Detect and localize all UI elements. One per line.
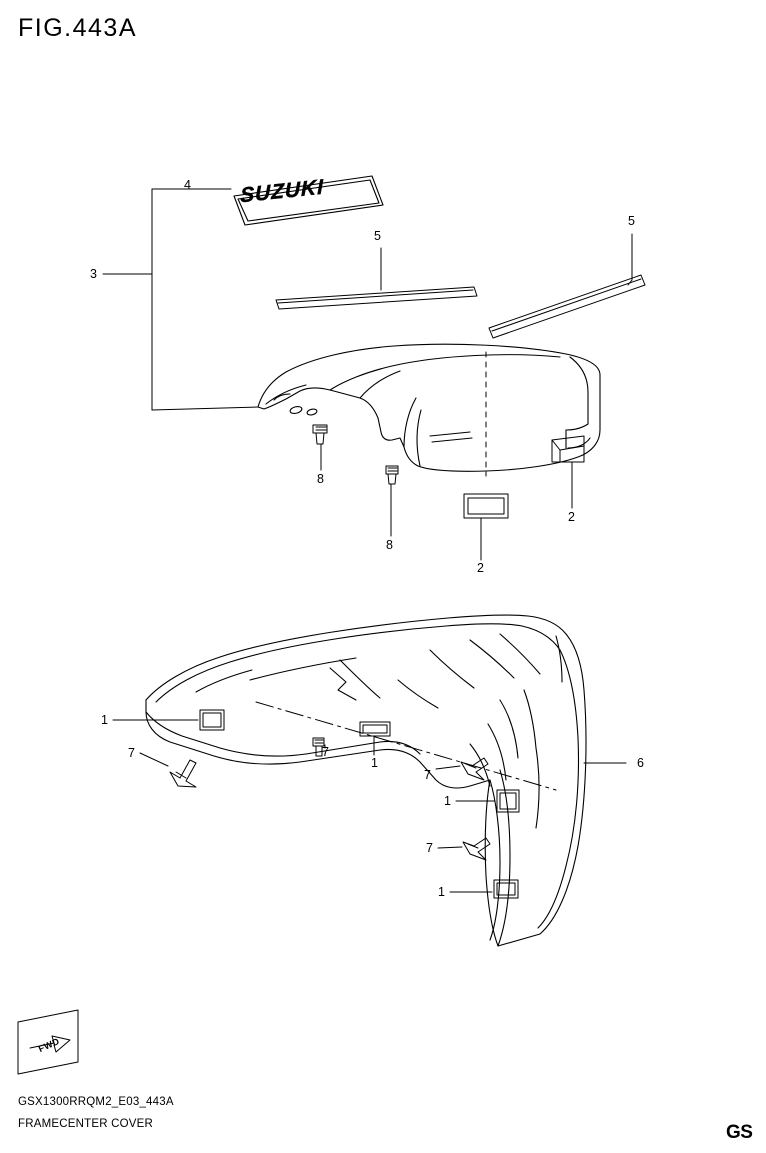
part-6-frame-cover xyxy=(146,615,586,946)
callout-7-d: 7 xyxy=(426,841,433,855)
leader-7-a xyxy=(140,753,168,766)
callout-7-b: 7 xyxy=(322,745,329,759)
callout-7-c: 7 xyxy=(424,768,431,782)
callout-5-right: 5 xyxy=(628,214,635,228)
leader-3b xyxy=(152,407,258,410)
callout-2-center: 2 xyxy=(477,561,484,575)
callout-4: 4 xyxy=(184,178,191,192)
part-5-right-strip xyxy=(489,275,645,338)
part-5-left-strip xyxy=(276,287,477,309)
corner-mark: GS xyxy=(726,1122,753,1143)
footer-figure-title: FRAMECENTER COVER xyxy=(18,1118,154,1130)
callout-6: 6 xyxy=(637,756,644,770)
callout-2-right: 2 xyxy=(568,510,575,524)
part-7-screw-d xyxy=(463,838,490,860)
callout-5-left: 5 xyxy=(374,229,381,243)
part-2-pad-center xyxy=(464,494,508,518)
part-7-screw-c xyxy=(461,758,488,780)
part-7-screw-a xyxy=(170,760,196,787)
leader-7-c xyxy=(436,766,460,769)
emblem-text: SUZUKI xyxy=(240,175,324,208)
leader-7-d xyxy=(438,847,462,848)
callout-1-a: 1 xyxy=(101,713,108,727)
part-1-pad-b xyxy=(360,722,390,736)
part-1-pad-c xyxy=(497,790,519,812)
callout-1-b: 1 xyxy=(371,756,378,770)
callout-3: 3 xyxy=(90,267,97,281)
footer-part-code: GSX1300RRQM2_E03_443A xyxy=(18,1096,174,1108)
part-8-screw-upper xyxy=(313,425,327,444)
callout-7-a: 7 xyxy=(128,746,135,760)
callout-8-lower: 8 xyxy=(386,538,393,552)
callout-1-c: 1 xyxy=(444,794,451,808)
part-2-pad-right xyxy=(552,436,584,462)
part-8-screw-lower xyxy=(386,466,398,484)
fwd-arrow-label: FWD xyxy=(36,1035,62,1055)
callout-8-upper: 8 xyxy=(317,472,324,486)
page-title: FIG.443A xyxy=(18,14,137,42)
centerline-bottom xyxy=(256,702,556,790)
part-3-center-cover xyxy=(258,344,600,471)
part-1-pad-d xyxy=(494,880,518,898)
callout-1-d: 1 xyxy=(438,885,445,899)
part-1-pad-a xyxy=(200,710,224,730)
